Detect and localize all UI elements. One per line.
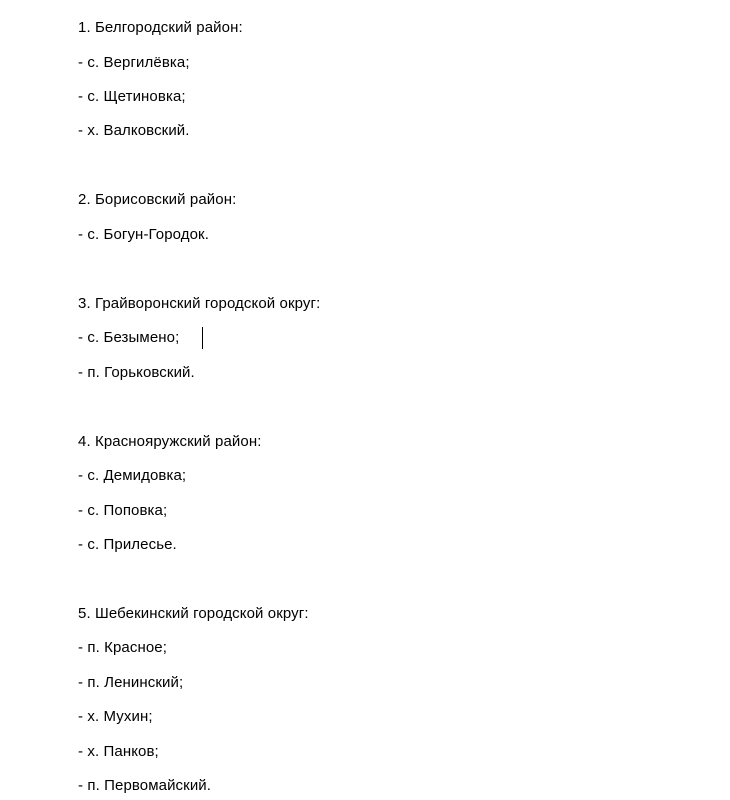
- list-item: - с. Богун-Городок.: [78, 226, 209, 243]
- list-item: - с. Прилесье.: [78, 536, 177, 553]
- list-item: - х. Валковский.: [78, 122, 190, 139]
- list-item: - х. Мухин;: [78, 708, 153, 725]
- list-item: - с. Щетиновка;: [78, 88, 186, 105]
- list-item: - с. Демидовка;: [78, 467, 187, 484]
- list-item: - п. Ленинский;: [78, 674, 184, 691]
- section-heading: 2. Борисовский район:: [78, 191, 237, 208]
- list-item: - п. Горьковский.: [78, 364, 195, 381]
- section-heading: 5. Шебекинский городской округ:: [78, 605, 309, 622]
- list-item: - с. Вергилёвка;: [78, 54, 190, 71]
- text-cursor: [202, 327, 203, 349]
- list-item: - п. Первомайский.: [78, 777, 212, 794]
- list-item: - п. Красное;: [78, 639, 167, 656]
- list-item: - х. Панков;: [78, 743, 159, 760]
- list-item: - с. Поповка;: [78, 502, 168, 519]
- section-heading: 3. Грайворонский городской округ:: [78, 295, 321, 312]
- section-heading: 4. Краснояружский район:: [78, 433, 262, 450]
- list-item: - с. Безымено;: [78, 329, 180, 346]
- section-heading: 1. Белгородский район:: [78, 19, 243, 36]
